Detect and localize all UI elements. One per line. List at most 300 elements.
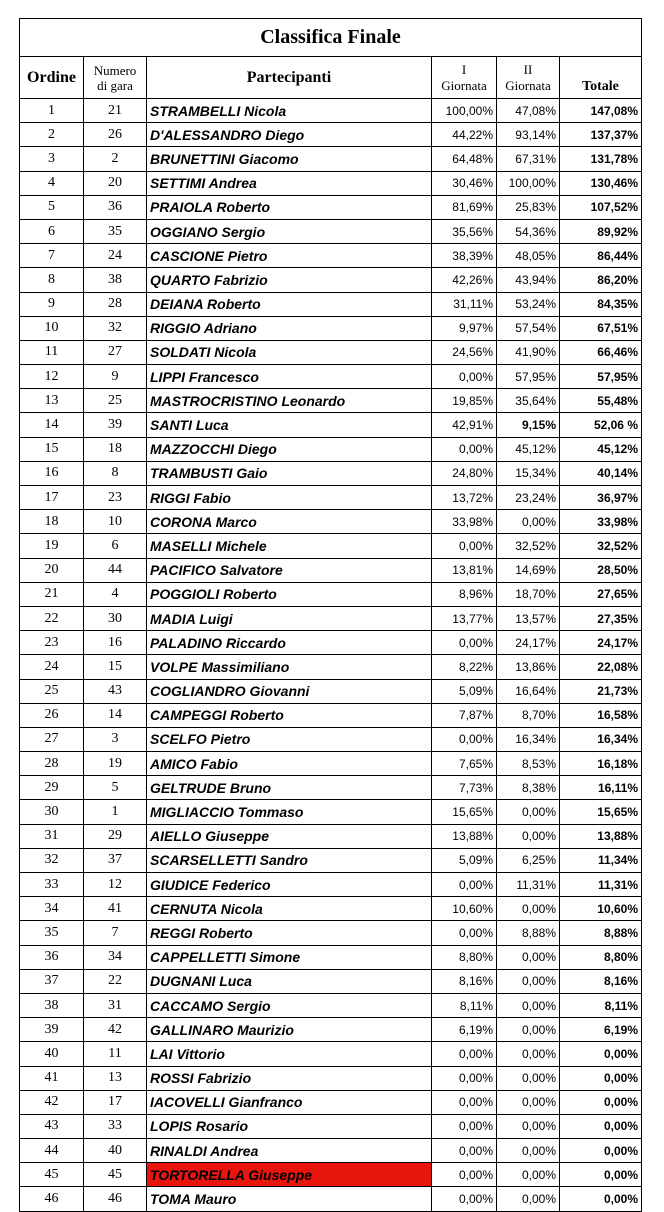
- ordine-cell: 10: [20, 316, 84, 340]
- ordine-cell: 7: [20, 244, 84, 268]
- giornata1-cell: 15,65%: [432, 800, 497, 824]
- table-row: [20, 800, 642, 824]
- table-row: [20, 413, 642, 437]
- totale-cell: 0,00%: [560, 1066, 642, 1090]
- participant-name-cell: MADIA Luigi: [147, 606, 432, 630]
- giornata2-cell: 0,00%: [497, 969, 560, 993]
- totale-cell: 86,44%: [560, 244, 642, 268]
- giornata2-cell: 0,00%: [497, 993, 560, 1017]
- totale-cell: 67,51%: [560, 316, 642, 340]
- giornata2-cell: 16,64%: [497, 679, 560, 703]
- giornata2-cell: 41,90%: [497, 340, 560, 364]
- totale-cell: 28,50%: [560, 558, 642, 582]
- giornata2-cell: 0,00%: [497, 1114, 560, 1138]
- table-row: [20, 582, 642, 606]
- table-row: [20, 848, 642, 872]
- giornata1-cell: 9,97%: [432, 316, 497, 340]
- giornata1-cell: 19,85%: [432, 389, 497, 413]
- table-row: [20, 534, 642, 558]
- totale-cell: 147,08%: [560, 99, 642, 123]
- giornata1-cell: 64,48%: [432, 147, 497, 171]
- giornata2-cell: 8,38%: [497, 776, 560, 800]
- ordine-cell: 5: [20, 195, 84, 219]
- numero-gara-cell: 37: [84, 848, 147, 872]
- table-row: [20, 655, 642, 679]
- numero-gara-cell: 38: [84, 268, 147, 292]
- header-totale: Totale: [560, 57, 642, 99]
- participant-name-cell: CERNUTA Nicola: [147, 897, 432, 921]
- participant-name-cell: MAZZOCCHI Diego: [147, 437, 432, 461]
- participant-name-cell: RINALDI Andrea: [147, 1139, 432, 1163]
- giornata2-cell: 15,34%: [497, 461, 560, 485]
- numero-gara-cell: 25: [84, 389, 147, 413]
- ordine-cell: 11: [20, 340, 84, 364]
- totale-cell: 22,08%: [560, 655, 642, 679]
- participant-name-cell: AIELLO Giuseppe: [147, 824, 432, 848]
- participant-name-cell: PACIFICO Salvatore: [147, 558, 432, 582]
- numero-gara-cell: 27: [84, 340, 147, 364]
- giornata1-cell: 13,72%: [432, 486, 497, 510]
- ordine-cell: 2: [20, 123, 84, 147]
- ordine-cell: 9: [20, 292, 84, 316]
- giornata1-cell: 7,73%: [432, 776, 497, 800]
- totale-cell: 107,52%: [560, 195, 642, 219]
- numero-gara-cell: 8: [84, 461, 147, 485]
- totale-cell: 21,73%: [560, 679, 642, 703]
- participant-name-cell: GELTRUDE Bruno: [147, 776, 432, 800]
- giornata2-cell: 6,25%: [497, 848, 560, 872]
- totale-cell: 27,35%: [560, 606, 642, 630]
- participant-name-cell: CORONA Marco: [147, 510, 432, 534]
- numero-gara-cell: 5: [84, 776, 147, 800]
- numero-gara-cell: 43: [84, 679, 147, 703]
- giornata1-cell: 0,00%: [432, 631, 497, 655]
- participant-name-cell: AMICO Fabio: [147, 752, 432, 776]
- giornata2-cell: 0,00%: [497, 1042, 560, 1066]
- table-row: [20, 1139, 642, 1163]
- giornata2-cell: 16,34%: [497, 727, 560, 751]
- table-row: [20, 510, 642, 534]
- table-row: [20, 99, 642, 123]
- totale-cell: 33,98%: [560, 510, 642, 534]
- participant-name-cell: D'ALESSANDRO Diego: [147, 123, 432, 147]
- ordine-cell: 41: [20, 1066, 84, 1090]
- ordine-cell: 43: [20, 1114, 84, 1138]
- ranking-table: [19, 18, 642, 1212]
- giornata2-cell: 8,53%: [497, 752, 560, 776]
- giornata2-cell: 0,00%: [497, 897, 560, 921]
- participant-name-cell: DUGNANI Luca: [147, 969, 432, 993]
- participant-name-cell: SOLDATI Nicola: [147, 340, 432, 364]
- numero-gara-cell: 45: [84, 1163, 147, 1187]
- totale-cell: 0,00%: [560, 1187, 642, 1211]
- giornata1-cell: 13,77%: [432, 606, 497, 630]
- numero-gara-cell: 31: [84, 993, 147, 1017]
- ordine-cell: 23: [20, 631, 84, 655]
- table-row: [20, 824, 642, 848]
- table-row: [20, 945, 642, 969]
- numero-gara-cell: 40: [84, 1139, 147, 1163]
- giornata1-cell: 31,11%: [432, 292, 497, 316]
- giornata2-cell: 0,00%: [497, 1139, 560, 1163]
- numero-gara-cell: 41: [84, 897, 147, 921]
- giornata2-cell: 14,69%: [497, 558, 560, 582]
- header-ordine: Ordine: [20, 57, 84, 99]
- giornata2-cell: 0,00%: [497, 1066, 560, 1090]
- numero-gara-cell: 10: [84, 510, 147, 534]
- giornata2-cell: 0,00%: [497, 1163, 560, 1187]
- participant-name-cell: GIUDICE Federico: [147, 873, 432, 897]
- numero-gara-cell: 20: [84, 171, 147, 195]
- ordine-cell: 19: [20, 534, 84, 558]
- numero-gara-cell: 26: [84, 123, 147, 147]
- giornata1-cell: 42,26%: [432, 268, 497, 292]
- totale-cell: 86,20%: [560, 268, 642, 292]
- table-row: [20, 776, 642, 800]
- header-giornata2-line2: Giornata: [505, 77, 551, 93]
- ordine-cell: 25: [20, 679, 84, 703]
- giornata2-cell: 0,00%: [497, 1090, 560, 1114]
- giornata2-cell: 48,05%: [497, 244, 560, 268]
- participant-name-cell: CASCIONE Pietro: [147, 244, 432, 268]
- giornata2-cell: 8,70%: [497, 703, 560, 727]
- participant-name-cell: CACCAMO Sergio: [147, 993, 432, 1017]
- ordine-cell: 14: [20, 413, 84, 437]
- participant-name-cell: TRAMBUSTI Gaio: [147, 461, 432, 485]
- numero-gara-cell: 35: [84, 219, 147, 243]
- ordine-cell: 8: [20, 268, 84, 292]
- table-row: [20, 558, 642, 582]
- numero-gara-cell: 18: [84, 437, 147, 461]
- totale-cell: 11,34%: [560, 848, 642, 872]
- ordine-cell: 39: [20, 1018, 84, 1042]
- giornata2-cell: 0,00%: [497, 1018, 560, 1042]
- participant-name-cell: TORTORELLA Giuseppe: [147, 1163, 432, 1187]
- totale-cell: 16,11%: [560, 776, 642, 800]
- giornata1-cell: 0,00%: [432, 727, 497, 751]
- participant-name-cell: RIGGI Fabio: [147, 486, 432, 510]
- totale-cell: 66,46%: [560, 340, 642, 364]
- table-row: [20, 219, 642, 243]
- participant-name-cell: OGGIANO Sergio: [147, 219, 432, 243]
- giornata1-cell: 30,46%: [432, 171, 497, 195]
- totale-cell: 130,46%: [560, 171, 642, 195]
- ordine-cell: 20: [20, 558, 84, 582]
- totale-cell: 32,52%: [560, 534, 642, 558]
- ordine-cell: 44: [20, 1139, 84, 1163]
- table-row: [20, 268, 642, 292]
- ordine-cell: 40: [20, 1042, 84, 1066]
- numero-gara-cell: 3: [84, 727, 147, 751]
- table-row: [20, 1163, 642, 1187]
- giornata1-cell: 0,00%: [432, 1114, 497, 1138]
- participant-name-cell: LAI Vittorio: [147, 1042, 432, 1066]
- numero-gara-cell: 32: [84, 316, 147, 340]
- ordine-cell: 3: [20, 147, 84, 171]
- giornata2-cell: 25,83%: [497, 195, 560, 219]
- participant-name-cell: SCARSELLETTI Sandro: [147, 848, 432, 872]
- numero-gara-cell: 17: [84, 1090, 147, 1114]
- giornata1-cell: 24,56%: [432, 340, 497, 364]
- totale-cell: 11,31%: [560, 873, 642, 897]
- giornata2-cell: 43,94%: [497, 268, 560, 292]
- table-row: [20, 873, 642, 897]
- participant-name-cell: GALLINARO Maurizio: [147, 1018, 432, 1042]
- totale-cell: 131,78%: [560, 147, 642, 171]
- ordine-cell: 35: [20, 921, 84, 945]
- giornata2-cell: 0,00%: [497, 510, 560, 534]
- participant-name-cell: STRAMBELLI Nicola: [147, 99, 432, 123]
- totale-cell: 8,88%: [560, 921, 642, 945]
- giornata1-cell: 7,87%: [432, 703, 497, 727]
- header-row: [20, 57, 642, 99]
- totale-cell: 52,06 %: [560, 413, 642, 437]
- table-row: [20, 993, 642, 1017]
- ordine-cell: 27: [20, 727, 84, 751]
- numero-gara-cell: 21: [84, 99, 147, 123]
- totale-cell: 40,14%: [560, 461, 642, 485]
- giornata1-cell: 0,00%: [432, 365, 497, 389]
- giornata1-cell: 13,81%: [432, 558, 497, 582]
- giornata1-cell: 0,00%: [432, 1042, 497, 1066]
- totale-cell: 0,00%: [560, 1042, 642, 1066]
- ordine-cell: 28: [20, 752, 84, 776]
- totale-cell: 8,80%: [560, 945, 642, 969]
- giornata1-cell: 0,00%: [432, 873, 497, 897]
- numero-gara-cell: 42: [84, 1018, 147, 1042]
- totale-cell: 27,65%: [560, 582, 642, 606]
- table-row: [20, 897, 642, 921]
- giornata1-cell: 38,39%: [432, 244, 497, 268]
- header-giornata1-line1: I: [461, 61, 467, 77]
- header-numero-line2: di gara: [97, 77, 133, 93]
- ordine-cell: 16: [20, 461, 84, 485]
- totale-cell: 89,92%: [560, 219, 642, 243]
- totale-cell: 16,58%: [560, 703, 642, 727]
- ordine-cell: 42: [20, 1090, 84, 1114]
- table-row: [20, 1090, 642, 1114]
- table-row: [20, 340, 642, 364]
- participant-name-cell: RIGGIO Adriano: [147, 316, 432, 340]
- giornata1-cell: 42,91%: [432, 413, 497, 437]
- giornata1-cell: 13,88%: [432, 824, 497, 848]
- giornata1-cell: 0,00%: [432, 1163, 497, 1187]
- giornata2-cell: 8,88%: [497, 921, 560, 945]
- participant-name-cell: QUARTO Fabrizio: [147, 268, 432, 292]
- table-row: [20, 244, 642, 268]
- totale-cell: 57,95%: [560, 365, 642, 389]
- giornata2-cell: 53,24%: [497, 292, 560, 316]
- participant-name-cell: LOPIS Rosario: [147, 1114, 432, 1138]
- ordine-cell: 17: [20, 486, 84, 510]
- table-row: [20, 969, 642, 993]
- numero-gara-cell: 7: [84, 921, 147, 945]
- giornata2-cell: 93,14%: [497, 123, 560, 147]
- giornata1-cell: 8,22%: [432, 655, 497, 679]
- table-row: [20, 437, 642, 461]
- numero-gara-cell: 2: [84, 147, 147, 171]
- table-title: Classifica Finale: [20, 19, 642, 57]
- ordine-cell: 21: [20, 582, 84, 606]
- numero-gara-cell: 46: [84, 1187, 147, 1211]
- numero-gara-cell: 39: [84, 413, 147, 437]
- numero-gara-cell: 4: [84, 582, 147, 606]
- table-row: [20, 123, 642, 147]
- giornata1-cell: 6,19%: [432, 1018, 497, 1042]
- header-giornata-2: [497, 57, 560, 99]
- numero-gara-cell: 33: [84, 1114, 147, 1138]
- ordine-cell: 34: [20, 897, 84, 921]
- numero-gara-cell: 12: [84, 873, 147, 897]
- participant-name-cell: SANTI Luca: [147, 413, 432, 437]
- participant-name-cell: BRUNETTINI Giacomo: [147, 147, 432, 171]
- participant-name-cell: POGGIOLI Roberto: [147, 582, 432, 606]
- giornata2-cell: 0,00%: [497, 945, 560, 969]
- table-row: [20, 1042, 642, 1066]
- table-row: [20, 1066, 642, 1090]
- numero-gara-cell: 14: [84, 703, 147, 727]
- totale-cell: 8,11%: [560, 993, 642, 1017]
- numero-gara-cell: 16: [84, 631, 147, 655]
- totale-cell: 13,88%: [560, 824, 642, 848]
- table-row: [20, 389, 642, 413]
- giornata1-cell: 8,96%: [432, 582, 497, 606]
- giornata2-cell: 0,00%: [497, 800, 560, 824]
- table-row: [20, 365, 642, 389]
- numero-gara-cell: 28: [84, 292, 147, 316]
- table-row: [20, 486, 642, 510]
- numero-gara-cell: 29: [84, 824, 147, 848]
- giornata2-cell: 11,31%: [497, 873, 560, 897]
- totale-cell: 10,60%: [560, 897, 642, 921]
- participant-name-cell: TOMA Mauro: [147, 1187, 432, 1211]
- participant-name-cell: MIGLIACCIO Tommaso: [147, 800, 432, 824]
- giornata1-cell: 8,80%: [432, 945, 497, 969]
- numero-gara-cell: 22: [84, 969, 147, 993]
- ordine-cell: 4: [20, 171, 84, 195]
- giornata2-cell: 18,70%: [497, 582, 560, 606]
- header-numero-line1: Numero: [93, 62, 137, 78]
- ordine-cell: 22: [20, 606, 84, 630]
- totale-cell: 45,12%: [560, 437, 642, 461]
- table-row: [20, 921, 642, 945]
- giornata2-cell: 57,95%: [497, 365, 560, 389]
- participant-name-cell: COGLIANDRO Giovanni: [147, 679, 432, 703]
- totale-cell: 16,18%: [560, 752, 642, 776]
- ordine-cell: 12: [20, 365, 84, 389]
- table-row: [20, 703, 642, 727]
- totale-cell: 24,17%: [560, 631, 642, 655]
- numero-gara-cell: 44: [84, 558, 147, 582]
- totale-cell: 6,19%: [560, 1018, 642, 1042]
- participant-name-cell: SETTIMI Andrea: [147, 171, 432, 195]
- totale-cell: 15,65%: [560, 800, 642, 824]
- giornata1-cell: 5,09%: [432, 679, 497, 703]
- giornata2-cell: 45,12%: [497, 437, 560, 461]
- totale-cell: 0,00%: [560, 1090, 642, 1114]
- header-giornata2-line1: II: [523, 61, 533, 77]
- totale-cell: 84,35%: [560, 292, 642, 316]
- participant-name-cell: REGGI Roberto: [147, 921, 432, 945]
- ordine-cell: 1: [20, 99, 84, 123]
- totale-cell: 55,48%: [560, 389, 642, 413]
- giornata2-cell: 67,31%: [497, 147, 560, 171]
- numero-gara-cell: 11: [84, 1042, 147, 1066]
- giornata2-cell: 13,86%: [497, 655, 560, 679]
- table-row: [20, 461, 642, 485]
- table-row: [20, 316, 642, 340]
- table-row: [20, 679, 642, 703]
- totale-cell: 137,37%: [560, 123, 642, 147]
- ordine-cell: 38: [20, 993, 84, 1017]
- participant-name-cell: VOLPE Massimiliano: [147, 655, 432, 679]
- giornata1-cell: 7,65%: [432, 752, 497, 776]
- totale-cell: 0,00%: [560, 1114, 642, 1138]
- ordine-cell: 26: [20, 703, 84, 727]
- giornata1-cell: 35,56%: [432, 219, 497, 243]
- numero-gara-cell: 34: [84, 945, 147, 969]
- giornata1-cell: 0,00%: [432, 1090, 497, 1114]
- ordine-cell: 37: [20, 969, 84, 993]
- numero-gara-cell: 6: [84, 534, 147, 558]
- header-giornata1-line2: Giornata: [441, 77, 487, 93]
- table-row: [20, 727, 642, 751]
- giornata2-cell: 57,54%: [497, 316, 560, 340]
- numero-gara-cell: 23: [84, 486, 147, 510]
- ordine-cell: 46: [20, 1187, 84, 1211]
- totale-cell: 36,97%: [560, 486, 642, 510]
- table-row: [20, 631, 642, 655]
- numero-gara-cell: 13: [84, 1066, 147, 1090]
- participant-name-cell: CAPPELLETTI Simone: [147, 945, 432, 969]
- table-row: [20, 752, 642, 776]
- giornata2-cell: 47,08%: [497, 99, 560, 123]
- giornata2-cell: 9,15%: [497, 413, 560, 437]
- table-row: [20, 1018, 642, 1042]
- table-body: [20, 99, 642, 1212]
- giornata2-cell: 24,17%: [497, 631, 560, 655]
- giornata1-cell: 8,11%: [432, 993, 497, 1017]
- table-row: [20, 171, 642, 195]
- giornata1-cell: 0,00%: [432, 921, 497, 945]
- table-row: [20, 292, 642, 316]
- table-row: [20, 147, 642, 171]
- numero-gara-cell: 1: [84, 800, 147, 824]
- giornata2-cell: 13,57%: [497, 606, 560, 630]
- ordine-cell: 33: [20, 873, 84, 897]
- giornata2-cell: 23,24%: [497, 486, 560, 510]
- participant-name-cell: PALADINO Riccardo: [147, 631, 432, 655]
- numero-gara-cell: 19: [84, 752, 147, 776]
- ordine-cell: 32: [20, 848, 84, 872]
- totale-cell: 0,00%: [560, 1163, 642, 1187]
- numero-gara-cell: 30: [84, 606, 147, 630]
- totale-cell: 0,00%: [560, 1139, 642, 1163]
- header-giornata-1: [432, 57, 497, 99]
- giornata2-cell: 54,36%: [497, 219, 560, 243]
- participant-name-cell: MASELLI Michele: [147, 534, 432, 558]
- participant-name-cell: ROSSI Fabrizio: [147, 1066, 432, 1090]
- participant-name-cell: SCELFO Pietro: [147, 727, 432, 751]
- participant-name-cell: DEIANA Roberto: [147, 292, 432, 316]
- giornata1-cell: 24,80%: [432, 461, 497, 485]
- ordine-cell: 31: [20, 824, 84, 848]
- ordine-cell: 45: [20, 1163, 84, 1187]
- table-row: [20, 1114, 642, 1138]
- totale-cell: 16,34%: [560, 727, 642, 751]
- giornata2-cell: 0,00%: [497, 1187, 560, 1211]
- ordine-cell: 18: [20, 510, 84, 534]
